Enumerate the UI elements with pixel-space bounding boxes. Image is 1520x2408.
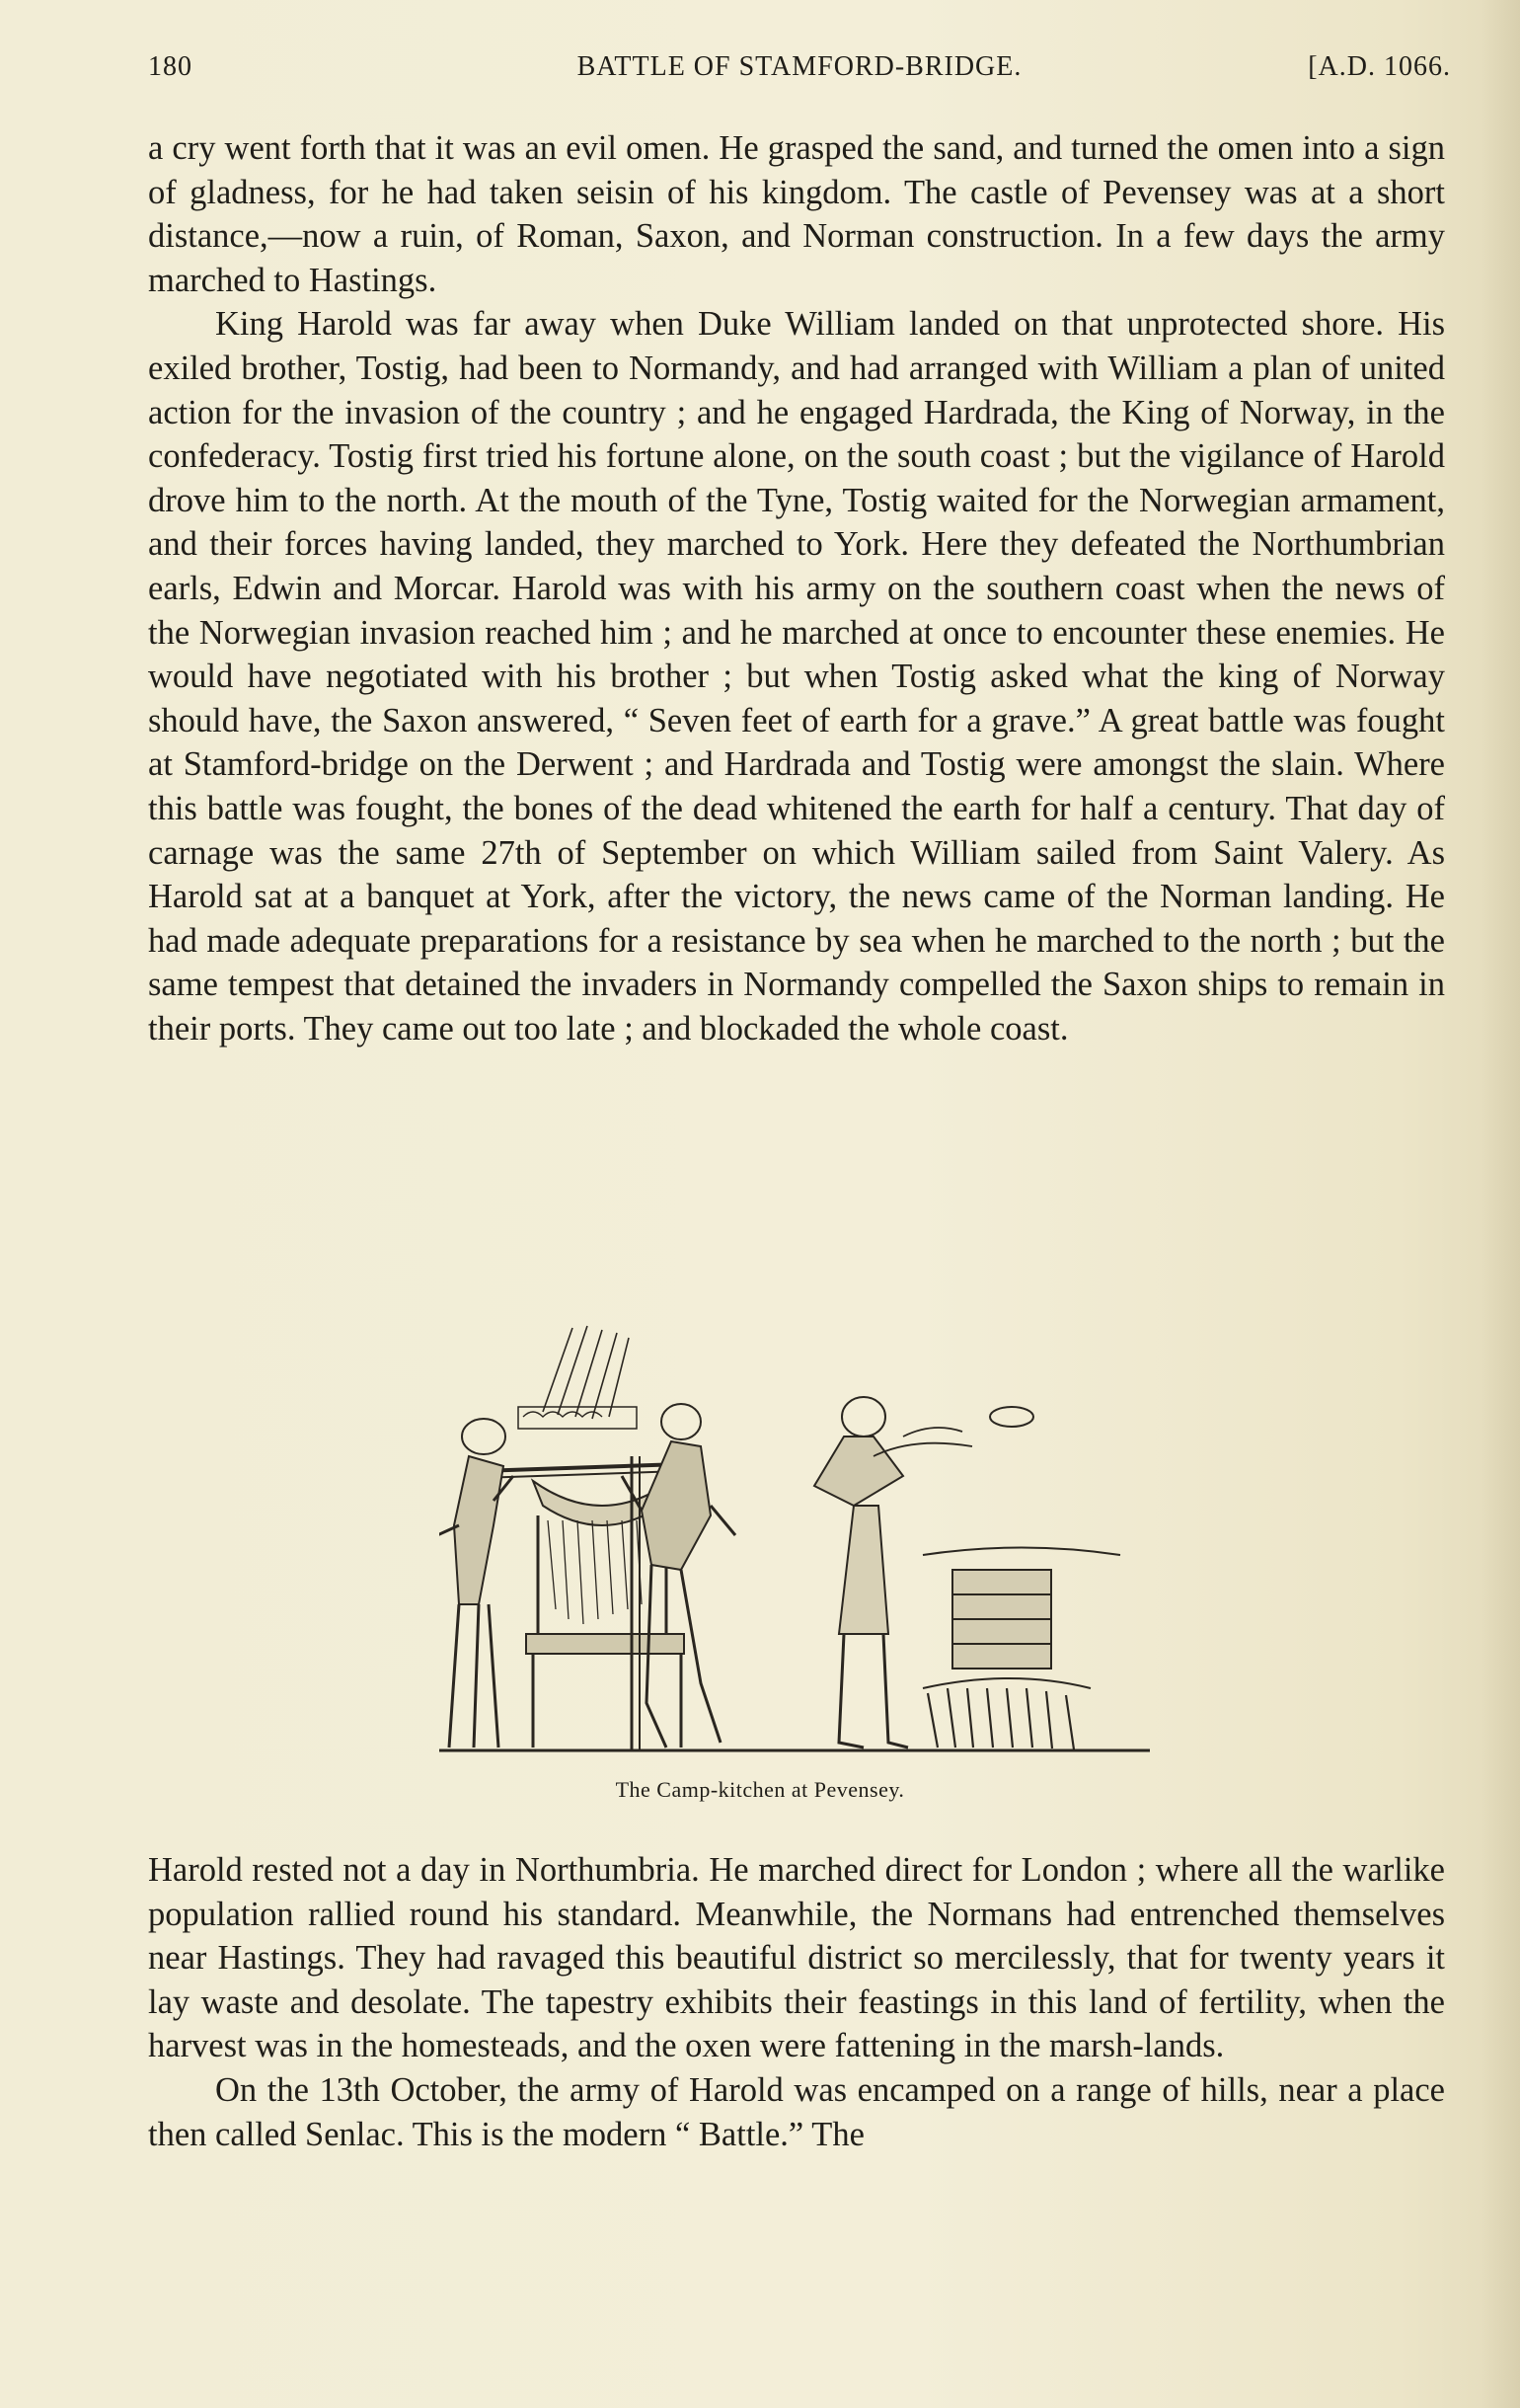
- paragraph: Harold rested not a day in Northumbria. He marched direct for London ; where all the warlike population rallied round his standard. Meanwhile, the Normans had entrenched themselves near Hastings. They had ravaged this beautiful district so mercilessly, that for twenty years it lay waste and desolate. The tapestry exhibits their feastings in this land of fertility, when the harvest was in the homesteads, and the oxen were fattening in the marsh-lands.: [148, 1851, 1445, 2065]
- paragraph: a cry went forth that it was an evil omen. He grasped the sand, and turned the omen into a sign of gladness, for he had taken seisin of his kingdom. The castle of Pevensey was at a short distance,—now a ruin, of Roman, Saxon, and Norman construction. In a few days the army marched to Hastings.: [148, 129, 1445, 299]
- text-block-bottom: [148, 1848, 1445, 2156]
- illustration-camp-kitchen: [439, 1308, 1150, 1762]
- page-number: 180: [148, 51, 192, 82]
- running-title: BATTLE OF STAMFORD-BRIDGE.: [576, 51, 1023, 82]
- text-block-top: [148, 126, 1445, 1050]
- running-header: [148, 51, 1451, 95]
- engraving-image: [439, 1308, 1150, 1762]
- page-edge-shadow: [1481, 0, 1520, 2408]
- paragraph: King Harold was far away when Duke William landed on that unprotected shore. His exiled brother, Tostig, had been to Normandy, and had arranged with William a plan of united action for the invasion of the country ; and he engaged Hardrada, the King of Norway, in the confederacy. Tostig first tried his fortune alone, on the south coast ; but the vigilance of Harold drove him to the north. At the mouth of the Tyne, Tostig waited for the Norwegian armament, and their forces having landed, they marched to York. Here they defeated the Northumbrian earls, Edwin and Morcar. Harold was with his army on the southern coast when the news of the Norwegian invasion reached him ; and he marched at once to encounter these enemies. He would have negotiated with his brother ; but when Tostig asked what the king of Norway should have, the Saxon answered, “ Seven feet of earth for a grave.” A great battle was fought at Stamford-bridge on the Derwent ; and Hardrada and Tostig were amongst the slain. Where this battle was fought, the bones of the dead whitened the earth for half a century. That day of carnage was the same 27th of September on which William sailed from Saint Valery. As Harold sat at a banquet at York, after the victory, the news came of the Norman landing. He had made adequate preparations for a resistance by sea when he marched to the north ; but the same tempest that detained the invaders in Normandy compelled the Saxon ships to remain in their ports. They came out too late ; and blockaded the whole coast.: [148, 305, 1445, 1048]
- header-date: [A.D. 1066.: [1308, 51, 1451, 82]
- figure-caption: The Camp-kitchen at Pevensey.: [615, 1777, 905, 1802]
- paragraph: On the 13th October, the army of Harold was encamped on a range of hills, near a place then called Senlac. This is the modern “ Battle.” The: [148, 2070, 1445, 2153]
